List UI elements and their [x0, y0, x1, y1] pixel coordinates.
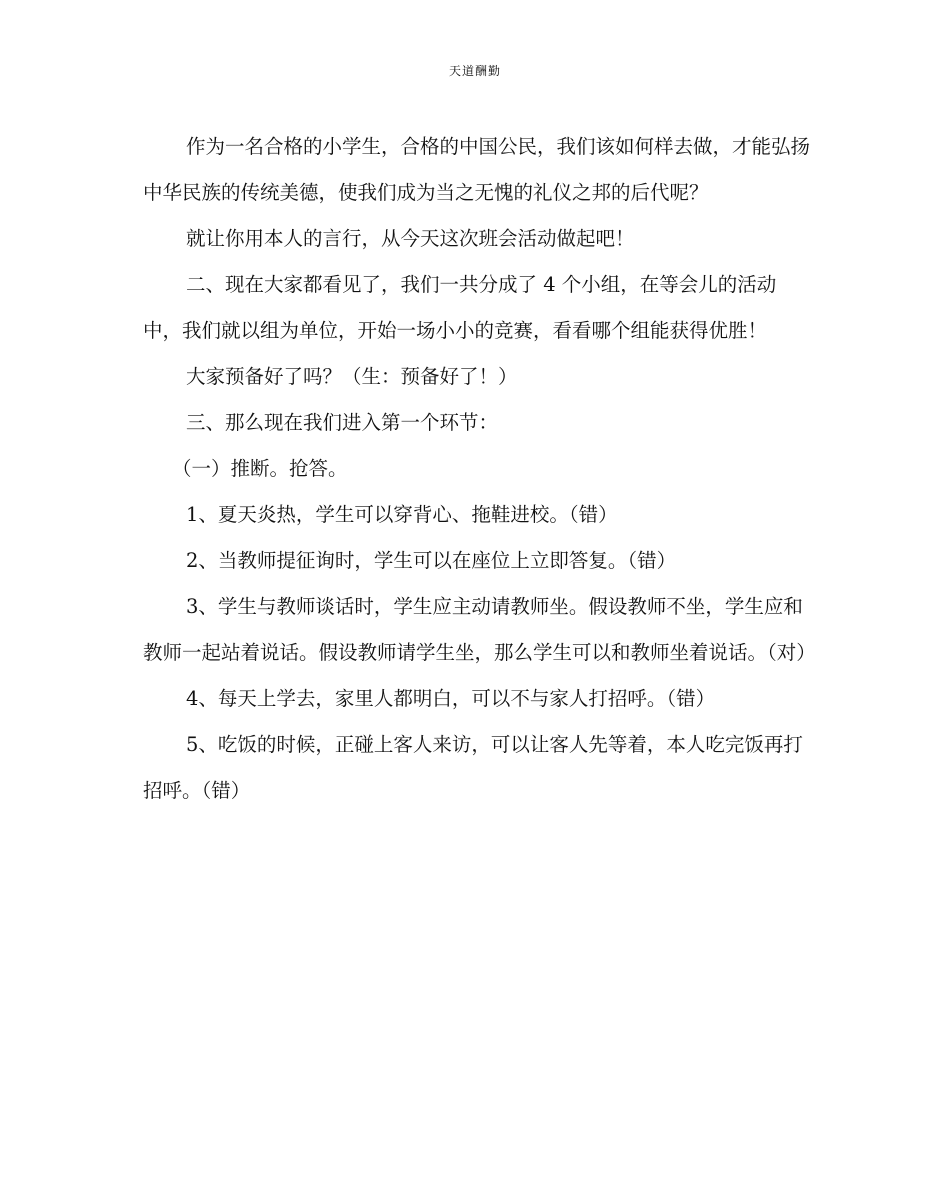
page-header: 天道酬勤 — [448, 64, 501, 78]
paragraph-4: 大家预备好了吗？（生：预备好了！） — [186, 365, 518, 388]
paragraph-5: 三、那么现在我们进入第一个环节： — [186, 411, 499, 434]
question-5: 5、吃饭的时候，正碰上客人来访，可以让客人先等着，本人吃完饭再打招呼。（错） — [143, 733, 803, 802]
paragraph-3: 二、现在大家都看见了，我们一共分成了 4 个小组，在等会儿的活动中，我们就以组为单位，开始一场小小的竞赛，看看哪个组能获得优胜！ — [143, 273, 777, 342]
question-1: 1、夏天炎热，学生可以穿背心、拖鞋进校。（错） — [186, 503, 618, 526]
question-4: 4、每天上学去，家里人都明白，可以不与家人打招呼。（错） — [186, 687, 716, 710]
paragraph-6: （一）推断。抢答。 — [172, 457, 348, 480]
document-body — [143, 124, 815, 814]
question-3: 3、学生与教师谈话时，学生应主动请教师坐。假设教师不坐，学生应和教师一起站着说话。假设教师请学生坐，那么学生可以和教师坐着说话。（对） — [143, 595, 816, 664]
paragraph-2: 就让你用本人的言行，从今天这次班会活动做起吧！ — [186, 227, 635, 250]
question-2: 2、当教师提征询时，学生可以在座位上立即答复。（错） — [186, 549, 677, 572]
paragraph-1: 作为一名合格的小学生，合格的中国公民，我们该如何样去做，才能弘扬中华民族的传统美德，使我们成为当之无愧的礼仪之邦的后代呢？ — [143, 135, 811, 204]
